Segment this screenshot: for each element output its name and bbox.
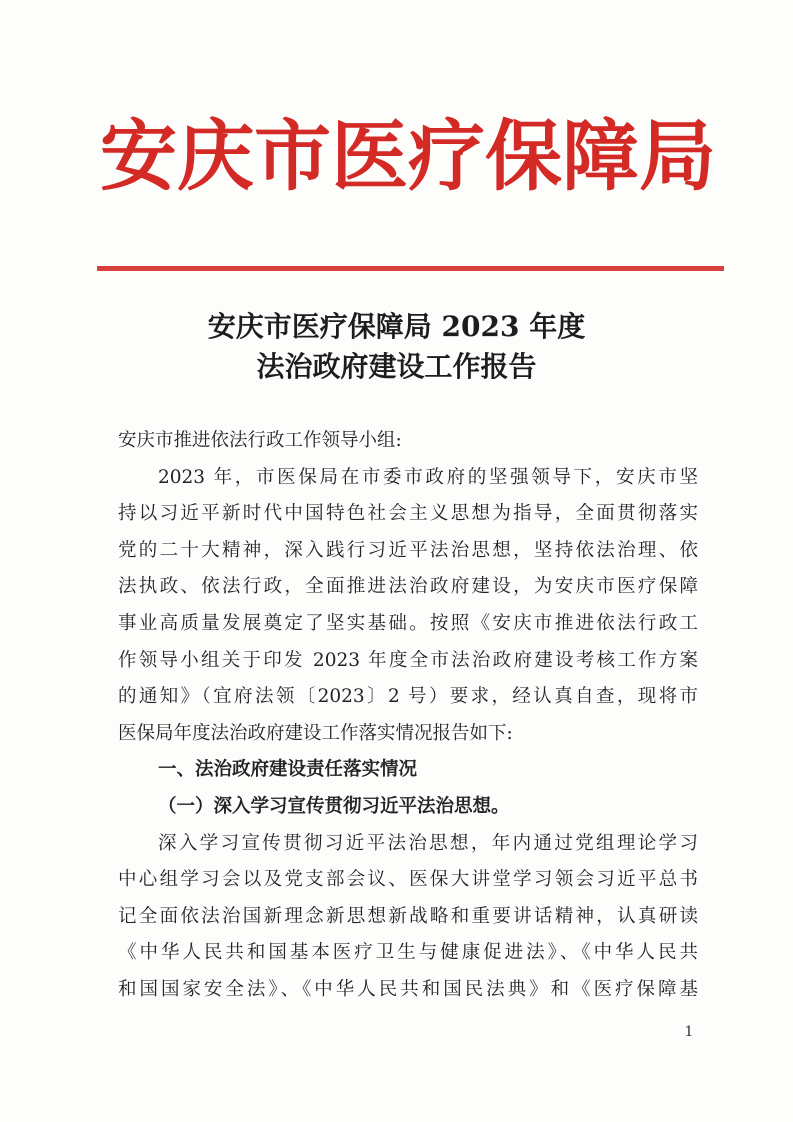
paragraph-1-line: 2023 年，市医保局在市委市政府的坚强领导下，安庆市坚 — [158, 466, 698, 488]
paragraph-1-line: 的通知》（宜府法领〔2023〕2 号）要求，经认真自查，现将市 — [118, 686, 698, 708]
report-body — [118, 423, 698, 1009]
paragraph-2-line: 深入学习宣传贯彻习近平法治思想，年内通过党组理论学习 — [158, 832, 698, 854]
paragraph-2-line: 《中华人民共和国基本医疗卫生与健康促进法》、《中华人民共 — [118, 942, 698, 964]
page-number: 1 — [684, 1024, 694, 1040]
masthead-title: 安庆市医疗保障局 — [100, 112, 716, 202]
paragraph-2-line: 中心组学习会以及党支部会议、医保大讲堂学习领会习近平总书 — [118, 869, 698, 891]
paragraph-2-line: 记全面依法治国新理念新思想新战略和重要讲话精神，认真研读 — [118, 905, 698, 927]
paragraph-1-line: 医保局年度法治政府建设工作落实情况报告如下: — [118, 722, 513, 744]
paragraph-1-line: 事业高质量发展奠定了坚实基础。按照《安庆市推进依法行政工 — [118, 612, 698, 634]
report-title-line-2: 法治政府建设工作报告 — [256, 350, 537, 383]
section-heading-1: 一、法治政府建设责任落实情况 — [158, 759, 418, 781]
paragraph-1-line: 党的二十大精神，深入践行习近平法治思想，坚持依法治理、依 — [118, 539, 698, 561]
paragraph-1-line: 作领导小组关于印发 2023 年度全市法治政府建设考核工作方案 — [118, 649, 698, 671]
report-title-line-1: 安庆市医疗保障局 2023 年度 — [207, 310, 586, 343]
paragraph-2-line: 和国国家安全法》、《中华人民共和国民法典》和《医疗保障基 — [118, 978, 698, 1000]
masthead-red-rule — [97, 266, 724, 271]
subsection-heading-1: （一）深入学习宣传贯彻习近平法治思想。 — [158, 795, 510, 817]
paragraph-1-line: 持以习近平新时代中国特色社会主义思想为指导，全面贯彻落实 — [118, 503, 698, 525]
paragraph-1-line: 法执政、依法行政，全面推进法治政府建设，为安庆市医疗保障 — [118, 576, 698, 598]
salutation: 安庆市推进依法行政工作领导小组: — [118, 430, 402, 451]
